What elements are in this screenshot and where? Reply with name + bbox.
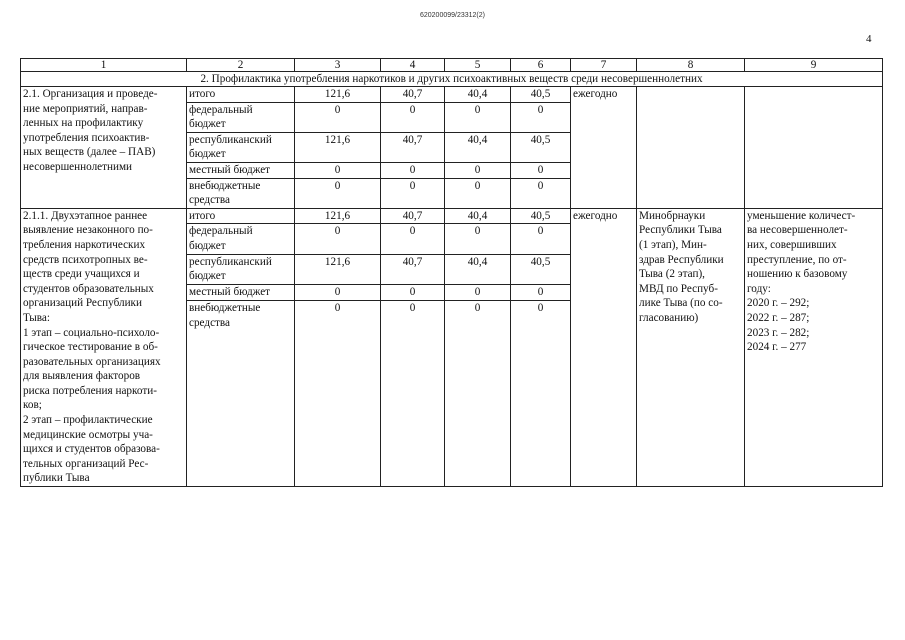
funding-year-value: 0 <box>511 162 571 178</box>
funding-year-value: 0 <box>445 285 511 301</box>
funding-category: федеральный бюджет <box>187 102 295 132</box>
funding-year-value: 0 <box>511 102 571 132</box>
column-number: 6 <box>511 59 571 72</box>
column-number: 7 <box>571 59 637 72</box>
column-number: 2 <box>187 59 295 72</box>
execution-term: ежегодно <box>571 87 637 209</box>
funding-year-value: 40,4 <box>445 254 511 284</box>
funding-year-value: 40,7 <box>381 254 445 284</box>
document-code: 620200099/23312(2) <box>419 12 485 19</box>
funding-category: итого <box>187 87 295 103</box>
funding-total: 121,6 <box>295 87 381 103</box>
funding-year-value: 0 <box>381 162 445 178</box>
measure-name: 2.1. Организация и проведе- ние мероприятий, направ- ленных на профилактику употребления психоактив- ных веществ (далее – ПАВ) несовершеннолетними <box>21 87 187 209</box>
funding-year-value: 40,4 <box>445 87 511 103</box>
funding-total: 0 <box>295 224 381 254</box>
funding-year-value: 40,5 <box>511 87 571 103</box>
column-number: 3 <box>295 59 381 72</box>
funding-category: местный бюджет <box>187 162 295 178</box>
funding-category: итого <box>187 208 295 224</box>
execution-term: ежегодно <box>571 208 637 486</box>
funding-year-value: 0 <box>381 224 445 254</box>
funding-year-value: 40,5 <box>511 254 571 284</box>
funding-year-value: 40,7 <box>381 132 445 162</box>
funding-year-value: 0 <box>381 102 445 132</box>
funding-category: республиканский бюджет <box>187 132 295 162</box>
column-number: 9 <box>745 59 883 72</box>
funding-total: 121,6 <box>295 132 381 162</box>
funding-total: 0 <box>295 162 381 178</box>
funding-category: внебюджетные средства <box>187 178 295 208</box>
funding-year-value: 0 <box>445 178 511 208</box>
target-indicator <box>745 87 883 209</box>
funding-year-value: 0 <box>381 301 445 487</box>
funding-category: внебюджетные средства <box>187 301 295 487</box>
funding-year-value: 40,7 <box>381 87 445 103</box>
funding-category: местный бюджет <box>187 285 295 301</box>
column-number: 8 <box>637 59 745 72</box>
funding-year-value: 0 <box>511 178 571 208</box>
funding-year-value: 40,5 <box>511 208 571 224</box>
column-number: 5 <box>445 59 511 72</box>
funding-total: 0 <box>295 285 381 301</box>
funding-category: федеральный бюджет <box>187 224 295 254</box>
column-number: 4 <box>381 59 445 72</box>
measure-name: 2.1.1. Двухэтапное раннее выявление незаконного по- требления наркотических средств психотропных ве- ществ среди учащихся и студентов образовательных организаций Республики Тыва: 1 этап – социально-психоло- гическое тестирование в об- разовательных организациях для выявления факторов риска потребления наркоти- ков; 2 этап – профилактические медицинские осмотры уча- щихся и студентов образова- тельных организаций Рес- публики Тыва <box>21 208 187 486</box>
funding-total: 121,6 <box>295 254 381 284</box>
section-title: 2. Профилактика употребления наркотиков и других психоактивных веществ среди несовершеннолетних <box>21 72 883 87</box>
funding-year-value: 0 <box>445 224 511 254</box>
executor <box>637 87 745 209</box>
funding-total: 0 <box>295 102 381 132</box>
funding-year-value: 40,7 <box>381 208 445 224</box>
funding-year-value: 40,5 <box>511 132 571 162</box>
target-indicator: уменьшение количест- ва несовершеннолет- них, совершивших преступление, по от- ношению к базовому году: 2020 г. – 292; 2022 г. – 287; 2023 г. – 282; 2024 г. – 277 <box>745 208 883 486</box>
funding-year-value: 0 <box>445 301 511 487</box>
funding-category: республиканский бюджет <box>187 254 295 284</box>
funding-year-value: 0 <box>381 178 445 208</box>
funding-year-value: 0 <box>511 224 571 254</box>
funding-total: 121,6 <box>295 208 381 224</box>
section-row <box>21 72 883 87</box>
table-row <box>21 87 883 103</box>
executor: Минобрнауки Республики Тыва (1 этап), Мин- здрав Республики Тыва (2 этап), МВД по Респуб- лике Тыва (по со- гласованию) <box>637 208 745 486</box>
column-number: 1 <box>21 59 187 72</box>
table-row <box>21 208 883 224</box>
column-number-row <box>21 59 883 72</box>
funding-total: 0 <box>295 178 381 208</box>
funding-year-value: 0 <box>445 162 511 178</box>
funding-year-value: 0 <box>381 285 445 301</box>
funding-year-value: 0 <box>511 301 571 487</box>
funding-year-value: 0 <box>511 285 571 301</box>
program-table <box>20 58 883 487</box>
page-number: 4 <box>866 33 872 45</box>
funding-year-value: 40,4 <box>445 132 511 162</box>
funding-year-value: 0 <box>445 102 511 132</box>
funding-year-value: 40,4 <box>445 208 511 224</box>
funding-total: 0 <box>295 301 381 487</box>
